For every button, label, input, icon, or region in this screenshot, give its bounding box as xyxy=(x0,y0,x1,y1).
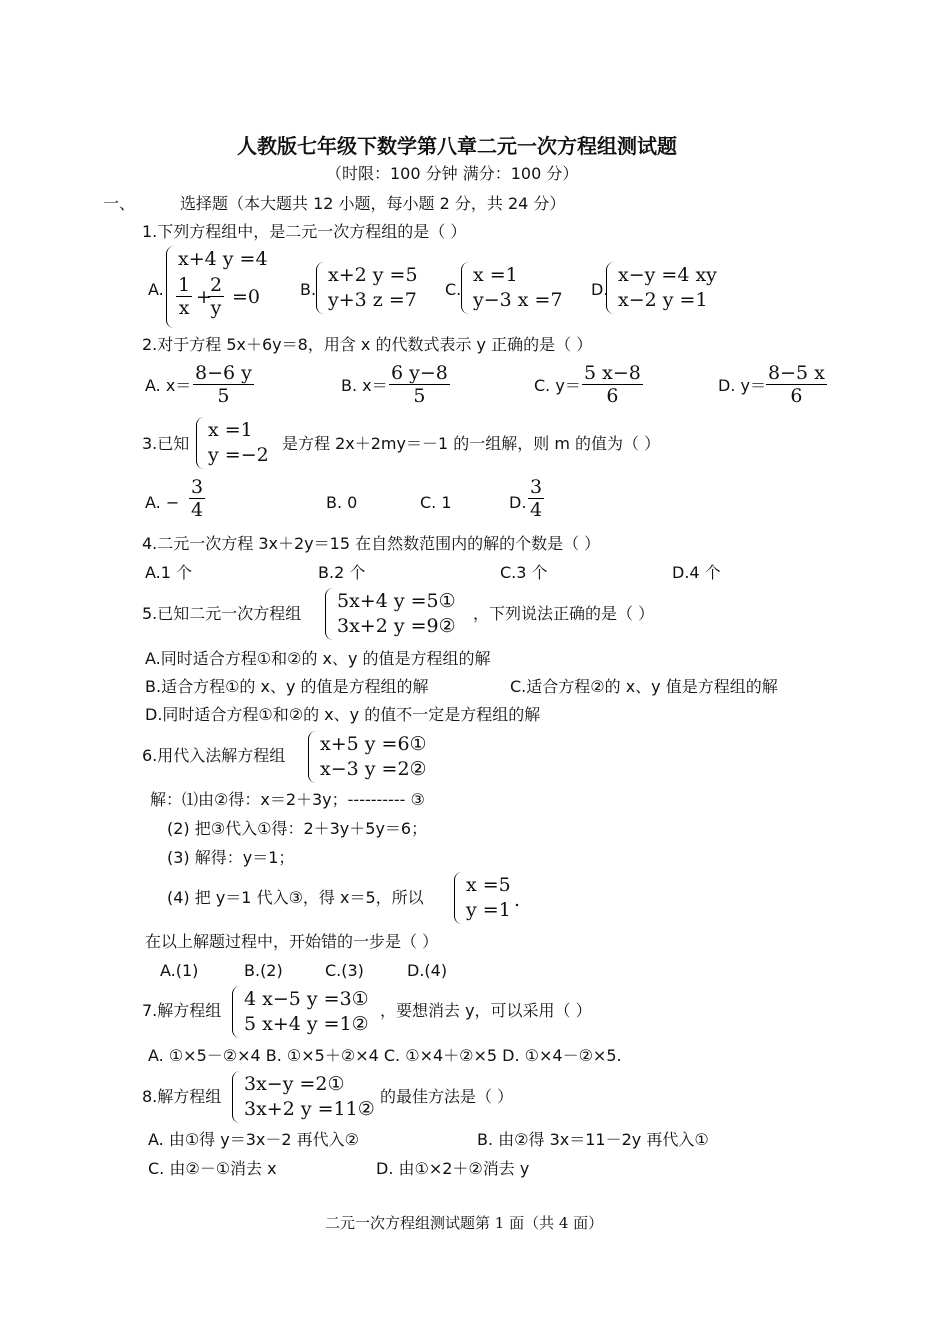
q6-option-b: B.(2) xyxy=(244,961,283,980)
q6-prefix: 6.用代入法解方程组 xyxy=(142,746,286,765)
q7-prefix: 7.解方程组 xyxy=(142,1001,222,1020)
q6-option-c: C.(3) xyxy=(325,961,364,980)
q1-option-d-label: D. xyxy=(591,280,609,299)
q7-options: A. ①×5－②×4 B. ①×5＋②×4 C. ①×4＋②×5 D. ①×4－②×5. xyxy=(148,1046,622,1065)
q2-option-b-label: B. x＝ xyxy=(341,376,388,395)
q4-option-b: B.2 个 xyxy=(318,563,366,582)
section-number: 一、 xyxy=(103,194,136,213)
fraction: $\frac{2}{y}$ xyxy=(210,274,223,319)
subtitle: （时限：100 分钟 满分：100 分） xyxy=(326,164,579,183)
section-heading: 选择题（本大题共 12 小题，每小题 2 分，共 24 分） xyxy=(180,194,566,213)
q5-option-a: A.同时适合方程①和②的 x、y 的值是方程组的解 xyxy=(145,649,491,668)
equation-row: x−3 y =2② xyxy=(320,758,427,780)
equation-row: 3x+2 y =11② xyxy=(244,1098,375,1120)
q2-option-c-label: C. y＝ xyxy=(534,376,581,395)
q3-option-a-label: A. − xyxy=(145,493,180,512)
q8-option-b: B. 由②得 3x＝11－2y 再代入① xyxy=(477,1130,709,1149)
q6-step-2: (2) 把③代入①得：2＋3y＋5y＝6； xyxy=(167,819,428,838)
equation-row: 4 x−5 y =3① xyxy=(244,988,369,1010)
q6-option-d: D.(4) xyxy=(407,961,448,980)
equation-row: 3x+2 y =9② xyxy=(337,615,456,637)
q2-option-b-fraction: $\frac{6 y-8}{5}$ xyxy=(391,362,448,407)
q6-step-4: (4) 把 y＝1 代入③，得 x＝5，所以 xyxy=(167,888,424,907)
q2-option-a-label: A. x＝ xyxy=(145,376,192,395)
q1-option-b-label: B. xyxy=(300,280,317,299)
equation-row: x =1 xyxy=(473,264,518,286)
page-footer: 二元一次方程组测试题第 1 面（共 4 面） xyxy=(325,1214,604,1232)
q1-option-a-label: A. xyxy=(148,280,164,299)
q5-option-c: C.适合方程②的 x、y 值是方程组的解 xyxy=(510,677,778,696)
equation-rest: =0 xyxy=(232,286,261,308)
q4-option-c: C.3 个 xyxy=(500,563,548,582)
equation-row: x+4 y =4 xyxy=(178,248,268,270)
q3-option-a-fraction: $\frac{3}{4}$ xyxy=(191,476,204,521)
q8-option-a: A. 由①得 y＝3x－2 再代入② xyxy=(148,1130,359,1149)
q4-option-d: D.4 个 xyxy=(672,563,721,582)
equation-row: x+2 y =5 xyxy=(328,264,418,286)
equation-row: 5x+4 y =5① xyxy=(337,590,456,612)
period: . xyxy=(514,889,521,911)
q2-option-c-fraction: $\frac{5 x-8}{6}$ xyxy=(584,362,641,407)
q2-option-a-fraction: $\frac{8-6 y}{5}$ xyxy=(195,362,252,407)
q1-option-c-system xyxy=(461,262,571,314)
q7-system xyxy=(232,986,382,1038)
plus-sign: + xyxy=(196,286,212,308)
q3-stem: 是方程 2x＋2my＝－1 的一组解，则 m 的值为（ ） xyxy=(282,434,661,453)
q2-option-d-fraction: $\frac{8-5 x}{6}$ xyxy=(768,362,825,407)
q2-stem: 2.对于方程 5x＋6y＝8，用含 x 的代数式表示 y 正确的是（ ） xyxy=(142,335,593,354)
q4-stem: 4.二元一次方程 3x＋2y＝15 在自然数范围内的解的个数是（ ） xyxy=(142,534,601,553)
equation-row: 5 x+4 y =1② xyxy=(244,1013,369,1035)
equation-row: x−2 y =1 xyxy=(618,289,708,311)
q8-stem: 的最佳方法是（ ） xyxy=(380,1087,514,1106)
equation-row: x =1 xyxy=(208,419,253,441)
q6-step-1: 解：⑴由②得：x＝2＋3y；---------- ③ xyxy=(150,790,425,809)
equation-row: 3x−y =2① xyxy=(244,1073,345,1095)
equation-row: y =−2 xyxy=(208,444,269,466)
page-title: 人教版七年级下数学第八章二元一次方程组测试题 xyxy=(237,134,677,158)
q6-step-3: (3) 解得：y＝1； xyxy=(167,848,295,867)
q8-option-d: D. 由①×2＋②消去 y xyxy=(376,1159,530,1178)
q5-option-b: B.适合方程①的 x、y 的值是方程组的解 xyxy=(145,677,429,696)
q3-option-b: B. 0 xyxy=(326,493,358,512)
equation-row: x+5 y =6① xyxy=(320,733,427,755)
q6-system xyxy=(308,731,448,783)
q3-prefix: 3.已知 xyxy=(142,434,190,453)
q1-option-c-label: C. xyxy=(445,280,462,299)
q6-question: 在以上解题过程中，开始错的一步是（ ） xyxy=(145,932,439,951)
q1-option-d-system xyxy=(606,262,731,314)
q6-option-a: A.(1) xyxy=(160,961,199,980)
q1-option-a-system xyxy=(166,246,276,328)
q3-option-d-fraction: $\frac{3}{4}$ xyxy=(530,476,543,521)
q5-stem: ，下列说法正确的是（ ） xyxy=(473,604,655,623)
q3-option-d-label: D. xyxy=(509,493,527,512)
q1-stem: 1.下列方程组中，是二元一次方程组的是（ ） xyxy=(142,222,467,241)
fraction: $\frac{1}{x}$ xyxy=(178,274,191,319)
equation-row: y−3 x =7 xyxy=(473,289,563,311)
q8-system xyxy=(232,1071,382,1123)
q4-option-a: A.1 个 xyxy=(145,563,193,582)
q7-stem: ，要想消去 y，可以采用（ ） xyxy=(380,1001,592,1020)
q5-option-d: D.同时适合方程①和②的 x、y 的值不一定是方程组的解 xyxy=(145,705,541,724)
q5-system xyxy=(325,588,475,640)
q3-system xyxy=(196,417,276,469)
q2-option-d-label: D. y＝ xyxy=(718,376,766,395)
q1-option-b-system xyxy=(316,262,426,314)
q5-prefix: 5.已知二元一次方程组 xyxy=(142,604,302,623)
equation-row: x =5 xyxy=(466,874,511,896)
equation-row: y+3 z =7 xyxy=(328,289,417,311)
equation-row: y =1 xyxy=(466,899,511,921)
q8-prefix: 8.解方程组 xyxy=(142,1087,222,1106)
q8-option-c: C. 由②－①消去 x xyxy=(148,1159,277,1178)
q3-option-c: C. 1 xyxy=(420,493,452,512)
equation-row: x−y =4 xy xyxy=(618,264,717,286)
